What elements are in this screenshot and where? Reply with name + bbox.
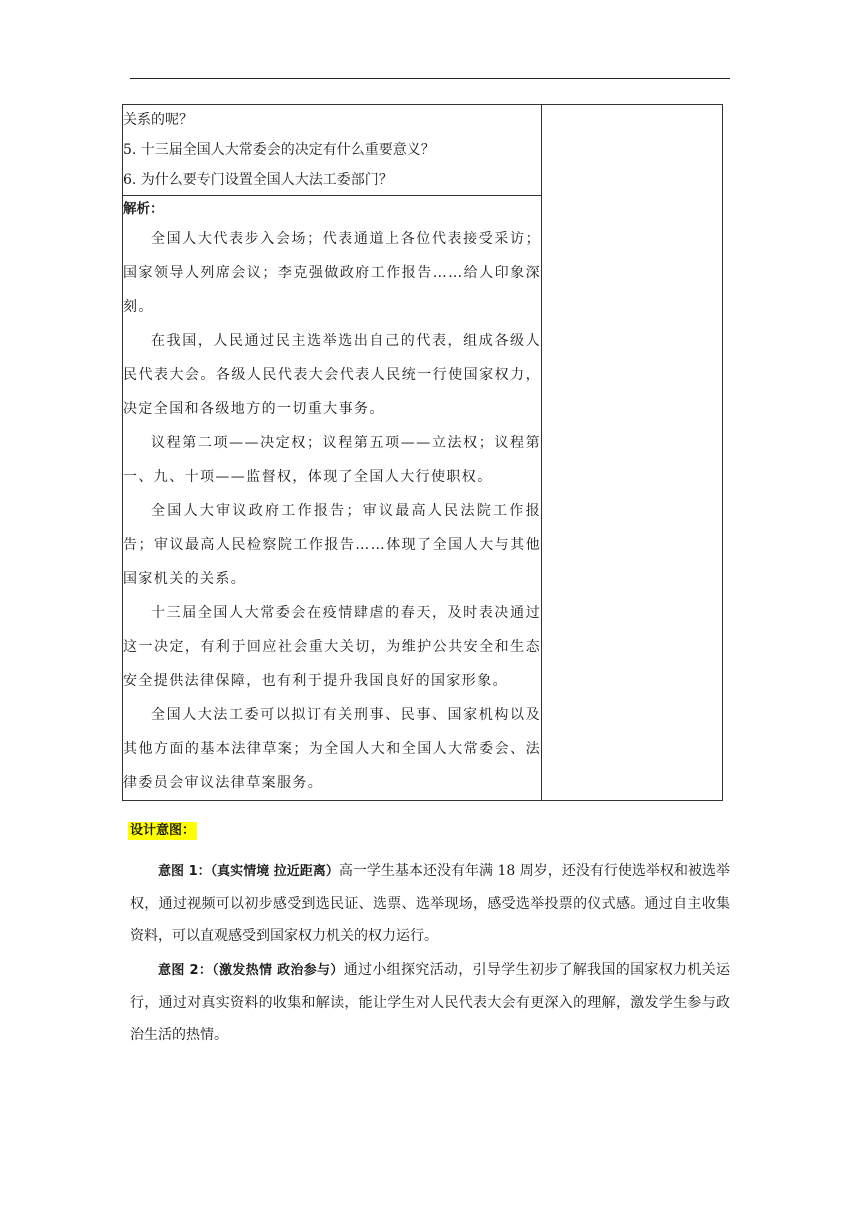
analysis-paragraph: 全国人大代表步入会场；代表通道上各位代表接受采访；国家领导人列席会议；李克强做政府工作报告……给人印象深刻。 [123,231,541,315]
analysis-cell [123,196,542,801]
design-intent-1 [130,855,730,952]
header-rule [130,78,730,79]
question-line: 6. 为什么要专门设置全国人大法工委部门？ [123,172,393,188]
design-intent-label: 设计意图： [130,823,196,838]
questions-cell [123,105,542,196]
analysis-paragraph: 十三届全国人大常委会在疫情肆虐的春天，及时表决通过这一决定，有利于回应社会重大关切，为维护公共安全和生态安全提供法律保障，也有利于提升我国良好的国家形象。 [123,605,541,689]
side-cell [542,105,723,801]
analysis-paragraph: 在我国，人民通过民主选举选出自己的代表，组成各级人民代表大会。各级人民代表大会代表人民统一行使国家权力，决定全国和各级地方的一切重大事务。 [123,333,541,417]
design-intent-2 [130,954,730,1051]
lesson-table [122,104,723,801]
intent-title: 意图 1：（真实情境 拉近距离） [158,864,339,879]
analysis-paragraph: 全国人大审议政府工作报告；审议最高人民法院工作报告；审议最高人民检察院工作报告……体现了全国人大与其他国家机关的关系。 [123,503,541,587]
question-row [123,105,723,196]
analysis-label: 解析： [123,201,164,217]
intent-text: 高一学生基本还没有年满 18 周岁，还没有行使选举权和被选举权，通过视频可以初步感受到选民证、选票、选举现场，感受选举投票的仪式感。通过自主收集资料，可以直观感受到国家权力机关的权力运行。 [130,863,730,944]
question-line: 5. 十三届全国人大常委会的决定有什么重要意义？ [123,142,435,158]
intent-text: 通过小组探究活动，引导学生初步了解我国的国家权力机关运行，通过对真实资料的收集和解读，能让学生对人民代表大会有更深入的理解，激发学生参与政治生活的热情。 [130,962,730,1043]
question-line: 关系的呢？ [123,112,193,128]
analysis-paragraph: 议程第二项——决定权；议程第五项——立法权；议程第一、九、十项——监督权，体现了全国人大行使职权。 [123,435,541,485]
analysis-paragraph: 全国人大法工委可以拟订有关刑事、民事、国家机构以及其他方面的基本法律草案；为全国人大和全国人大常委会、法律委员会审议法律草案服务。 [123,707,541,791]
intent-title: 意图 2：（激发热情 政治参与） [158,963,344,978]
